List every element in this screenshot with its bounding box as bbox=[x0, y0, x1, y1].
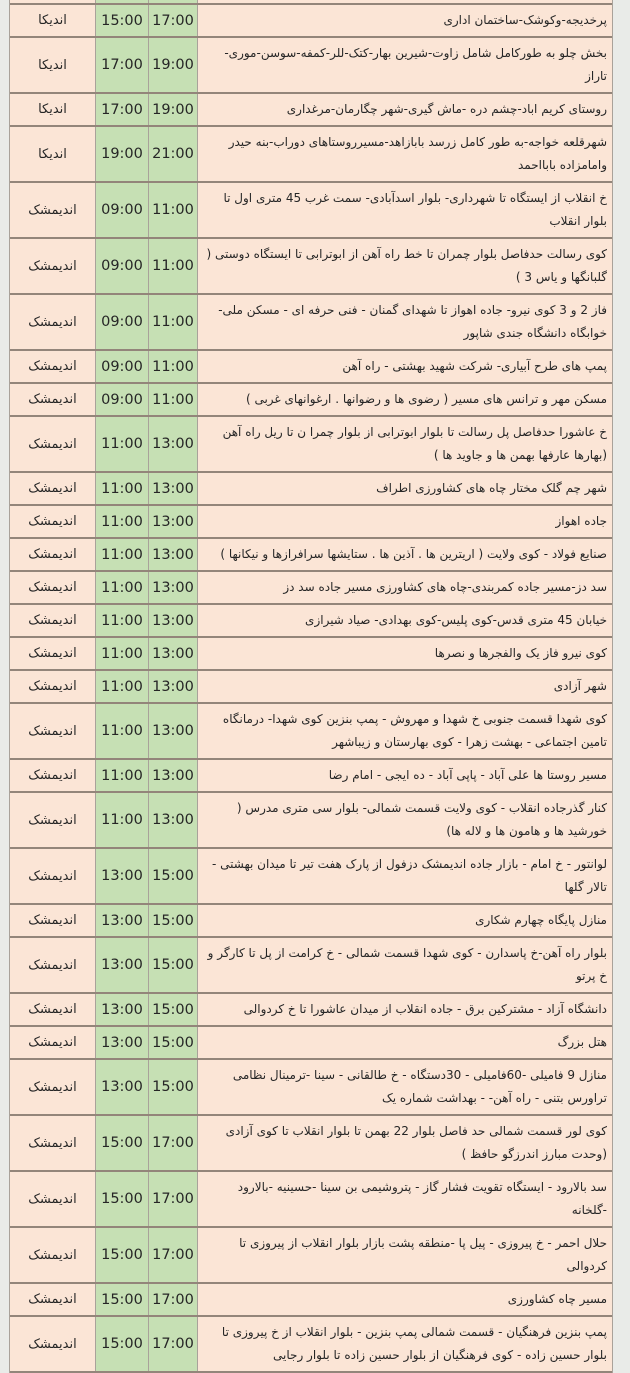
table-row bbox=[10, 417, 612, 473]
areas-text: کوی لور قسمت شمالی حد فاصل بلوار 22 بهمن تا بلوار انقلاب تا کوی آزادی (وحدت مبارز اندرزگو حافظ ) bbox=[225, 1124, 607, 1161]
start-time-label: 11:00 bbox=[101, 645, 143, 662]
table-row bbox=[10, 605, 612, 638]
region-cell bbox=[10, 1060, 95, 1114]
end-time-cell bbox=[148, 849, 197, 903]
areas-cell bbox=[197, 506, 612, 537]
areas-cell bbox=[197, 295, 612, 349]
start-time-cell bbox=[95, 1060, 148, 1114]
start-time-cell bbox=[95, 417, 148, 471]
start-time-cell bbox=[95, 539, 148, 570]
end-time-cell bbox=[148, 572, 197, 603]
start-time-label: 09:00 bbox=[101, 314, 143, 330]
end-time-label: 13:00 bbox=[152, 723, 194, 739]
table-row bbox=[10, 1060, 612, 1116]
start-time-label: 11:00 bbox=[101, 767, 143, 784]
end-time-label: 13:00 bbox=[152, 436, 194, 452]
table-row bbox=[10, 1284, 612, 1317]
region-cell bbox=[10, 506, 95, 537]
areas-text: روستای کریم اباد-چشم دره -ماش گیری-شهر چگارمان-مرغداری bbox=[286, 102, 607, 116]
end-time-cell bbox=[148, 704, 197, 758]
areas-cell bbox=[197, 605, 612, 636]
start-time-label: 19:00 bbox=[101, 146, 143, 162]
areas-text: پرخدیجه-وکوشک-ساختمان اداری bbox=[443, 13, 607, 27]
start-time-label: 09:00 bbox=[101, 202, 143, 218]
areas-cell bbox=[197, 384, 612, 415]
end-time-label: 17:00 bbox=[152, 1336, 194, 1352]
start-time-label: 15:00 bbox=[101, 1191, 143, 1207]
start-time-label: 15:00 bbox=[101, 1247, 143, 1263]
areas-text: خیابان 45 متری قدس-کوی پلیس-کوی بهدادی- صیاد شیرازی bbox=[305, 613, 607, 627]
areas-cell bbox=[197, 704, 612, 758]
start-time-label: 13:00 bbox=[101, 957, 143, 973]
start-time-cell bbox=[95, 295, 148, 349]
end-time-cell bbox=[148, 506, 197, 537]
end-time-label: 13:00 bbox=[152, 645, 194, 662]
table-row bbox=[10, 539, 612, 572]
areas-text: مسیر چاه کشاورزی bbox=[507, 1292, 607, 1306]
table-row bbox=[10, 994, 612, 1027]
start-time-cell bbox=[95, 0, 148, 3]
areas-text: پمپ بنزین فرهنگیان - قسمت شمالی پمپ بنزین - بلوار انقلاب از خ پیروزی تا بلوار حسین زاده - کوی فرهنگیان از بلوار حسین زاده تا بلوار رجایی bbox=[221, 1325, 607, 1362]
areas-cell bbox=[197, 1060, 612, 1114]
table-row bbox=[10, 905, 612, 938]
areas-cell bbox=[197, 938, 612, 992]
start-time-cell bbox=[95, 1027, 148, 1058]
end-time-cell bbox=[148, 1317, 197, 1371]
areas-cell bbox=[197, 638, 612, 669]
region-cell bbox=[10, 239, 95, 293]
start-time-label: 13:00 bbox=[101, 1034, 143, 1051]
table-row bbox=[10, 704, 612, 760]
region-cell bbox=[10, 473, 95, 504]
start-time-cell bbox=[95, 849, 148, 903]
end-time-cell bbox=[148, 183, 197, 237]
region-label: اندیمشک bbox=[28, 359, 77, 374]
areas-cell bbox=[197, 351, 612, 382]
region-label: اندیمشک bbox=[28, 646, 77, 661]
region-cell bbox=[10, 793, 95, 847]
region-label: اندیمشک bbox=[28, 1035, 77, 1050]
region-cell bbox=[10, 0, 95, 3]
table-row bbox=[10, 849, 612, 905]
end-time-label: 15:00 bbox=[152, 912, 194, 929]
end-time-cell bbox=[148, 1172, 197, 1226]
end-time-label: 19:00 bbox=[152, 57, 194, 73]
areas-text: کنار گذرجاده انقلاب - کوی ولایت قسمت شمالی- بلوار سی متری مدرس ( خورشید ها و هامون ها و لاله ها) bbox=[236, 801, 607, 838]
areas-cell bbox=[197, 183, 612, 237]
start-time-cell bbox=[95, 1284, 148, 1315]
table-row bbox=[10, 94, 612, 127]
region-label: اندیمشک bbox=[28, 1191, 77, 1207]
start-time-cell bbox=[95, 760, 148, 791]
end-time-cell bbox=[148, 1284, 197, 1315]
end-time-label: 13:00 bbox=[152, 579, 194, 596]
areas-text: منازل پایگاه چهارم شکاری bbox=[475, 913, 607, 927]
areas-text: شهر چم گلک مختار چاه های کشاورزی اطراف bbox=[376, 481, 607, 495]
start-time-label: 15:00 bbox=[101, 1336, 143, 1352]
table-row bbox=[10, 295, 612, 351]
areas-cell bbox=[197, 671, 612, 702]
areas-cell bbox=[197, 1172, 612, 1226]
end-time-label: 11:00 bbox=[152, 358, 194, 375]
end-time-cell bbox=[148, 295, 197, 349]
region-cell bbox=[10, 1116, 95, 1170]
areas-text: کوی رسالت حدفاصل بلوار چمران تا خط راه آهن از ابوترابی تا ایستگاه دوستی ( گلبانگها و یاس 3 ) bbox=[206, 247, 607, 284]
table-row bbox=[10, 384, 612, 417]
table-row bbox=[10, 793, 612, 849]
end-time-cell bbox=[148, 1027, 197, 1058]
end-time-cell bbox=[148, 605, 197, 636]
end-time-label: 21:00 bbox=[152, 146, 194, 162]
region-cell bbox=[10, 572, 95, 603]
end-time-cell bbox=[148, 5, 197, 36]
areas-text: منازل 9 فامیلی -60فامیلی - 30دستگاه - خ طالقانی - سینا -ترمینال نظامی تراورس بتنی - راه آهن- - بهداشت شماره یک bbox=[232, 1068, 607, 1105]
areas-text: سد بالارود - ایستگاه تقویت فشار گاز - پتروشیمی بن سینا -حسینیه -بالارود -گلخانه bbox=[237, 1180, 607, 1217]
areas-text: پمپ های طرح آبیاری- شرکت شهید بهشتی - راه آهن bbox=[342, 359, 607, 373]
start-time-cell bbox=[95, 473, 148, 504]
areas-cell bbox=[197, 1284, 612, 1315]
areas-cell bbox=[197, 793, 612, 847]
areas-text: بخش چلو به طورکامل شامل زاوت-شیرین بهار-کتک-للر-کمفه-سوسن-موری- تاراز bbox=[224, 46, 607, 83]
start-time-label: 09:00 bbox=[101, 391, 143, 408]
end-time-cell bbox=[148, 1228, 197, 1282]
areas-cell bbox=[197, 572, 612, 603]
start-time-cell bbox=[95, 94, 148, 125]
region-label: اندیمشک bbox=[28, 1292, 77, 1307]
region-cell bbox=[10, 38, 95, 92]
region-label: اندیمشک bbox=[28, 202, 77, 218]
region-label: اندیمشک bbox=[28, 868, 77, 884]
region-cell bbox=[10, 605, 95, 636]
end-time-cell bbox=[148, 905, 197, 936]
start-time-label: 11:00 bbox=[101, 513, 143, 530]
start-time-cell bbox=[95, 704, 148, 758]
start-time-cell bbox=[95, 938, 148, 992]
start-time-label: 11:00 bbox=[101, 546, 143, 563]
start-time-cell bbox=[95, 671, 148, 702]
end-time-label: 15:00 bbox=[152, 1001, 194, 1018]
end-time-label: 13:00 bbox=[152, 480, 194, 497]
end-time-label: 17:00 bbox=[152, 12, 194, 29]
region-label: اندیمشک bbox=[28, 547, 77, 562]
end-time-cell bbox=[148, 0, 197, 3]
start-time-label: 11:00 bbox=[101, 480, 143, 497]
areas-text: کوی نیرو فاز یک والفجرها و نصرها bbox=[434, 646, 607, 660]
areas-text: شهر آزادی bbox=[553, 679, 607, 693]
region-cell bbox=[10, 1172, 95, 1226]
areas-cell bbox=[197, 539, 612, 570]
areas-text: دانشگاه آزاد - مشترکین برق - جاده انقلاب از میدان عاشورا تا خ کردوالی bbox=[243, 1002, 607, 1016]
region-cell bbox=[10, 384, 95, 415]
table-row bbox=[10, 183, 612, 239]
end-time-label: 17:00 bbox=[152, 1247, 194, 1263]
region-label: اندیمشک bbox=[28, 723, 77, 739]
region-label: اندیمشک bbox=[28, 481, 77, 496]
start-time-label: 15:00 bbox=[101, 1291, 143, 1308]
start-time-label: 09:00 bbox=[101, 258, 143, 274]
areas-text: خ عاشورا حدفاصل پل رسالت تا بلوار ابوترابی از بلوار چمرا ن تا ریل راه آهن (بهارها عارفها بهمن ها و جاوید ها ) bbox=[222, 425, 607, 462]
table-row bbox=[10, 1116, 612, 1172]
outage-schedule-table bbox=[9, 0, 613, 1373]
table-row bbox=[10, 572, 612, 605]
end-time-label: 15:00 bbox=[152, 868, 194, 884]
end-time-label: 13:00 bbox=[152, 767, 194, 784]
areas-text: بلوار راه آهن-خ پاسدارن - کوی شهدا قسمت شمالی - خ کرامت از پل تا کارگر و خ پرتو bbox=[207, 946, 607, 983]
region-cell bbox=[10, 671, 95, 702]
table-row bbox=[10, 506, 612, 539]
areas-cell bbox=[197, 38, 612, 92]
areas-cell bbox=[197, 1027, 612, 1058]
region-label: اندیمشک bbox=[28, 436, 77, 452]
start-time-label: 13:00 bbox=[101, 1079, 143, 1095]
region-cell bbox=[10, 905, 95, 936]
end-time-cell bbox=[148, 539, 197, 570]
region-cell bbox=[10, 938, 95, 992]
region-label: اندیمشک bbox=[28, 314, 77, 330]
areas-text: جاده اهواز bbox=[555, 514, 607, 528]
end-time-cell bbox=[148, 638, 197, 669]
region-cell bbox=[10, 704, 95, 758]
table-row bbox=[10, 1172, 612, 1228]
end-time-label: 11:00 bbox=[152, 258, 194, 274]
region-cell bbox=[10, 539, 95, 570]
table-row bbox=[10, 671, 612, 704]
areas-cell bbox=[197, 127, 612, 181]
region-label: اندیمشک bbox=[28, 392, 77, 407]
end-time-label: 17:00 bbox=[152, 1191, 194, 1207]
start-time-cell bbox=[95, 605, 148, 636]
start-time-label: 11:00 bbox=[101, 812, 143, 828]
end-time-cell bbox=[148, 938, 197, 992]
areas-text: کوی شهدا قسمت جنوبی خ شهدا و مهروش - پمپ بنزین کوی شهدا- درمانگاه تامین اجتماعی - بهشت زهرا - کوی بهارستان و زیباشهر bbox=[222, 712, 607, 749]
region-cell bbox=[10, 94, 95, 125]
start-time-label: 11:00 bbox=[101, 723, 143, 739]
region-label: اندیکا bbox=[38, 146, 67, 162]
region-cell bbox=[10, 183, 95, 237]
start-time-cell bbox=[95, 127, 148, 181]
start-time-cell bbox=[95, 351, 148, 382]
table-row bbox=[10, 5, 612, 38]
areas-cell bbox=[197, 417, 612, 471]
end-time-label: 13:00 bbox=[152, 546, 194, 563]
end-time-cell bbox=[148, 417, 197, 471]
start-time-cell bbox=[95, 506, 148, 537]
areas-text: هتل بزرگ bbox=[557, 1035, 607, 1049]
areas-cell bbox=[197, 1317, 612, 1371]
areas-text: مسیر روستا ها علی آباد - پاپی آباد - ده ایجی - امام رضا bbox=[328, 768, 607, 782]
end-time-cell bbox=[148, 384, 197, 415]
start-time-cell bbox=[95, 1172, 148, 1226]
end-time-cell bbox=[148, 994, 197, 1025]
region-label: اندیمشک bbox=[28, 613, 77, 628]
start-time-cell bbox=[95, 1228, 148, 1282]
end-time-cell bbox=[148, 94, 197, 125]
region-label: اندیمشک bbox=[28, 913, 77, 928]
start-time-cell bbox=[95, 5, 148, 36]
areas-cell bbox=[197, 994, 612, 1025]
areas-cell bbox=[197, 905, 612, 936]
end-time-label: 13:00 bbox=[152, 678, 194, 695]
region-label: اندیکا bbox=[38, 13, 67, 28]
areas-text: صنایع فولاد - کوی ولایت ( اریترین ها . آذین ها . ستایشها سرافرازها و نیکانها ) bbox=[220, 547, 607, 561]
end-time-label: 13:00 bbox=[152, 513, 194, 530]
region-label: اندیمشک bbox=[28, 679, 77, 694]
end-time-label: 15:00 bbox=[152, 1034, 194, 1051]
end-time-label: 11:00 bbox=[152, 202, 194, 218]
end-time-cell bbox=[148, 473, 197, 504]
start-time-cell bbox=[95, 572, 148, 603]
region-label: اندیمشک bbox=[28, 1135, 77, 1151]
end-time-cell bbox=[148, 793, 197, 847]
end-time-cell bbox=[148, 127, 197, 181]
start-time-label: 11:00 bbox=[101, 612, 143, 629]
region-cell bbox=[10, 994, 95, 1025]
region-cell bbox=[10, 1228, 95, 1282]
region-cell bbox=[10, 127, 95, 181]
region-label: اندیمشک bbox=[28, 1247, 77, 1263]
region-cell bbox=[10, 638, 95, 669]
table-row bbox=[10, 127, 612, 183]
region-label: اندیمشک bbox=[28, 1079, 77, 1095]
region-cell bbox=[10, 1284, 95, 1315]
table-row bbox=[10, 351, 612, 384]
table-row bbox=[10, 1317, 612, 1373]
start-time-label: 13:00 bbox=[101, 1001, 143, 1018]
end-time-label: 19:00 bbox=[152, 101, 194, 118]
start-time-label: 11:00 bbox=[101, 678, 143, 695]
end-time-label: 11:00 bbox=[152, 391, 194, 408]
start-time-label: 17:00 bbox=[101, 57, 143, 73]
region-label: اندیمشک bbox=[28, 1002, 77, 1017]
region-cell bbox=[10, 351, 95, 382]
end-time-cell bbox=[148, 671, 197, 702]
start-time-cell bbox=[95, 793, 148, 847]
region-cell bbox=[10, 5, 95, 36]
region-cell bbox=[10, 417, 95, 471]
table-row bbox=[10, 1027, 612, 1060]
end-time-cell bbox=[148, 239, 197, 293]
region-label: اندیمشک bbox=[28, 514, 77, 529]
areas-text: خ انقلاب از ایستگاه تا شهرداری- بلوار اسدآبادی- سمت غرب 45 متری اول تا بلوار انقلاب bbox=[223, 191, 607, 228]
areas-text: لوانتور - خ امام - بازار جاده اندیمشک دزفول از پارک هفت تیر تا میدان بهشتی - تالار گلها bbox=[212, 857, 607, 894]
areas-cell bbox=[197, 239, 612, 293]
start-time-cell bbox=[95, 384, 148, 415]
start-time-cell bbox=[95, 1317, 148, 1371]
end-time-label: 15:00 bbox=[152, 1079, 194, 1095]
areas-text: فاز 2 و 3 کوی نیرو- جاده اهواز تا شهدای گمنان - فنی حرفه ای - مسکن ملی- خوابگاه دانشگاه جندی شاپور bbox=[218, 303, 607, 340]
start-time-label: 09:00 bbox=[101, 358, 143, 375]
areas-cell bbox=[197, 1116, 612, 1170]
areas-cell bbox=[197, 1228, 612, 1282]
region-label: اندیمشک bbox=[28, 957, 77, 973]
table-row bbox=[10, 938, 612, 994]
end-time-cell bbox=[148, 760, 197, 791]
start-time-cell bbox=[95, 38, 148, 92]
areas-cell bbox=[197, 94, 612, 125]
start-time-cell bbox=[95, 183, 148, 237]
areas-text: شهرقلعه خواجه-به طور کامل زرسد بابازاهد-مسیرروستاهای دوراب-بنه حیدر وامامزاده بابااحمد bbox=[228, 135, 607, 172]
table-row bbox=[10, 473, 612, 506]
end-time-cell bbox=[148, 1060, 197, 1114]
table-row bbox=[10, 638, 612, 671]
areas-cell bbox=[197, 5, 612, 36]
areas-text: حلال احمر - خ پیروزی - پیل پا -منطقه پشت بازار بلوار انقلاب از پیروزی تا کردوالی bbox=[239, 1236, 607, 1273]
start-time-label: 13:00 bbox=[101, 912, 143, 929]
table-row bbox=[10, 760, 612, 793]
region-cell bbox=[10, 849, 95, 903]
region-label: اندیمشک bbox=[28, 768, 77, 783]
areas-cell bbox=[197, 0, 612, 3]
region-cell bbox=[10, 760, 95, 791]
region-label: اندیمشک bbox=[28, 258, 77, 274]
areas-text: مسکن مهر و ترانس های مسیر ( رضوی ها و رضوانها . ارغوانهای غربی ) bbox=[245, 392, 607, 406]
areas-cell bbox=[197, 849, 612, 903]
region-cell bbox=[10, 1027, 95, 1058]
region-cell bbox=[10, 295, 95, 349]
region-label: اندیمشک bbox=[28, 1336, 77, 1352]
end-time-label: 17:00 bbox=[152, 1135, 194, 1151]
areas-cell bbox=[197, 760, 612, 791]
region-label: اندیکا bbox=[38, 57, 67, 73]
end-time-cell bbox=[148, 1116, 197, 1170]
end-time-label: 11:00 bbox=[152, 314, 194, 330]
start-time-cell bbox=[95, 994, 148, 1025]
end-time-label: 13:00 bbox=[152, 812, 194, 828]
table-row bbox=[10, 239, 612, 295]
start-time-cell bbox=[95, 1116, 148, 1170]
areas-cell bbox=[197, 473, 612, 504]
start-time-label: 11:00 bbox=[101, 579, 143, 596]
end-time-label: 15:00 bbox=[152, 957, 194, 973]
start-time-cell bbox=[95, 239, 148, 293]
table-row bbox=[10, 1228, 612, 1284]
start-time-label: 17:00 bbox=[101, 101, 143, 118]
region-label: اندیکا bbox=[38, 102, 67, 117]
region-label: اندیمشک bbox=[28, 812, 77, 828]
region-label: اندیمشک bbox=[28, 580, 77, 595]
table-row bbox=[10, 38, 612, 94]
end-time-cell bbox=[148, 38, 197, 92]
start-time-label: 15:00 bbox=[101, 1135, 143, 1151]
start-time-label: 11:00 bbox=[101, 436, 143, 452]
start-time-label: 15:00 bbox=[101, 12, 143, 29]
areas-text: سد دز-مسیر جاده کمربندی-چاه های کشاورزی مسیر جاده سد دز bbox=[283, 580, 607, 594]
start-time-cell bbox=[95, 905, 148, 936]
region-cell bbox=[10, 1317, 95, 1371]
end-time-label: 17:00 bbox=[152, 1291, 194, 1308]
end-time-cell bbox=[148, 351, 197, 382]
end-time-label: 13:00 bbox=[152, 612, 194, 629]
start-time-cell bbox=[95, 638, 148, 669]
start-time-label: 13:00 bbox=[101, 868, 143, 884]
